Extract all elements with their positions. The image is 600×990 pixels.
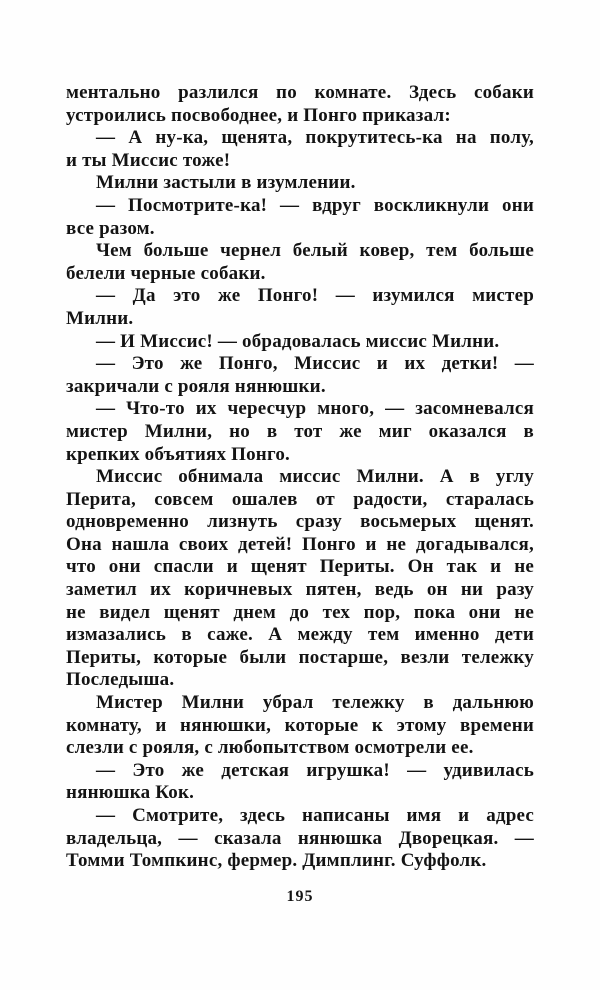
text-line: заметил их коричневых пятен, ведь он ни разу xyxy=(66,579,534,601)
text-line: владельца, — сказала нянюшка Дворецкая. — xyxy=(66,827,534,849)
text-line: одновременно лизнуть сразу восьмерых щенят. xyxy=(66,511,534,533)
text-line: комнату, и нянюшки, которые к этому времени xyxy=(66,714,534,736)
text-line: Она нашла своих детей! Понго и не догадывался, xyxy=(66,533,534,555)
text-block xyxy=(66,82,534,873)
text-line: Милни застыли в изумлении. xyxy=(96,172,356,194)
text-line: Томми Томпкинс, фермер. Димплинг. Суффолк. xyxy=(66,850,487,872)
page-number: 195 xyxy=(286,888,314,905)
text-line: ментально разлился по комнате. Здесь собаки xyxy=(66,82,534,103)
text-line: Перита, совсем ошалев от радости, старалась xyxy=(66,488,534,510)
text-line: закричали с рояля нянюшки. xyxy=(66,375,326,397)
text-line: — Смотрите, здесь написаны имя и адрес xyxy=(96,805,534,826)
text-line: — А ну-ка, щенята, покрутитесь-ка на полу, xyxy=(96,127,534,149)
text-line: нянюшка Кок. xyxy=(66,782,195,804)
text-line: Миссис обнимала миссис Милни. А в углу xyxy=(96,466,534,488)
text-line: крепких объятиях Понго. xyxy=(66,443,290,465)
text-line: белели черные собаки. xyxy=(66,262,266,284)
text-line: — Что-то их чересчур много, — засомневался xyxy=(96,398,534,420)
text-line: Последыша. xyxy=(66,669,175,691)
text-line: — Посмотрите-ка! — вдруг воскликнули они xyxy=(96,194,534,216)
text-line: что они спасли и щенят Периты. Он так и не xyxy=(66,556,534,578)
text-line: слезли с рояля, с любопытством осмотрели ее. xyxy=(66,737,474,759)
text-line: мистер Милни, но в тот же миг оказался в xyxy=(66,420,534,442)
text-line: Чем больше чернел белый ковер, тем больше xyxy=(96,240,534,262)
text-line: и ты Миссис тоже! xyxy=(66,149,231,171)
text-line: Мистер Милни убрал тележку в дальнюю xyxy=(96,692,534,714)
text-line: устроились посвободнее, и Понго приказал: xyxy=(66,104,451,126)
text-line: — И Миссис! — обрадовалась миссис Милни. xyxy=(96,330,500,352)
text-line: — Это же Понго, Миссис и их детки! — xyxy=(96,353,534,375)
text-line: Периты, которые были постарше, везли тележку xyxy=(66,646,534,668)
text-line: — Это же детская игрушка! — удивилась xyxy=(96,759,534,781)
text-line: — Да это же Понго! — изумился мистер xyxy=(96,285,534,307)
text-line: не видел щенят днем до тех пор, пока они не xyxy=(66,601,534,623)
text-line: измазались в саже. А между тем именно дети xyxy=(66,624,534,646)
text-line: все разом. xyxy=(66,217,155,239)
text-line: Милни. xyxy=(66,307,134,329)
